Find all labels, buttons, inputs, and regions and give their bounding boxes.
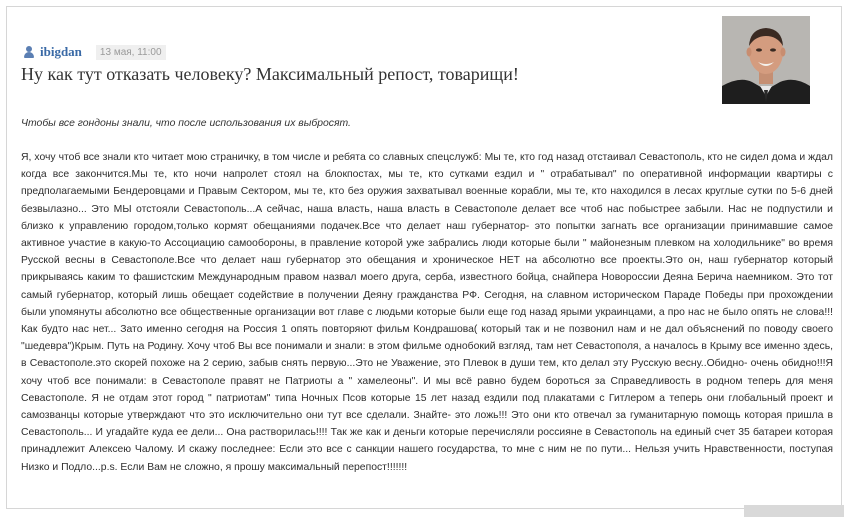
post-header bbox=[22, 44, 166, 60]
author-avatar[interactable] bbox=[722, 16, 810, 104]
bottom-margin bbox=[0, 509, 850, 517]
post-body: Я, хочу чтоб все знали кто читает мою страничку, в том числе и ребята со славных спецслужб: Мы те, кто год назад отстаивал Севастополь, кто не сидел дома и ждал когда все закончится.Мы те, кто ночи напролет стоял на блокпостах, мы те, кто сутками ездил и " отрабатывал" по оперативной информации квартиры с предполагаемыми Бендеровцами и Правым Сектором, мы те, кто без оружия захватывал военные корабли, мы те, кто находился в лесах круглые сутки по 5-6 дней безвылазно... Это МЫ отстояли Севастополь...А сейчас, наша власть, наша власть в Севастополе делает все чтоб нас побыстрее забыли. Нас не подпустили и близко к управлению городом,только кормят обещаниями подачек.Все что делает наш губернатор- это попытки загнать все организации принимавшие самое активное участие в какую-то Ассоциацию самообороны, в правление которой уже забрались люди которые были " майонезным плевком на холодильнике" во время Русской весны в Севастополе.Все что делает наш губернатор это обещания и хроническое НЕТ на абсолютно все проекты.Это он, наш губернатор который прикрываясь каким то фашистским Международным правом назвал моего друга, серба, известного бойца, снайпера Новороссии Деяна Берича наемником. Это тот самый губернатор, который лишь обещает содействие в получении Деяну гражданства РФ. Сегодня, на славном историческом Параде Победы при прохождении были упомянуты абсолютно все общественные организации вот главе с людьми которые были еще год назад ярыми украинцами, а про нас не было опять не слова!!! Как будто нас нет... Зато именно сегодня на Россия 1 опять повторяют фильм Кондрашова( который так и не позвонил нам и не дал объяснений по поводу своего "шедевра")Крым. Путь на Родину. Хочу чтоб Вы все понимали и знали: в этом фильме однобокий взгляд, там нет Севастополя, а началось в Крыму все именно здесь, в Севастополе.это скорей похоже на 2 серию, забыв снять первую...Это не Уважение, это Плевок в души тем, кто делал эту Русскую весну..Обидно- очень обидно!!!Я хочу чтоб все понимали: в Севастополе правят не Патриоты а " хамелеоны". И мы всё равно будем бороться за Справедливость в родном теперь для меня Севастополе. Я не отдам этот город " патриотам" типа Ночных Псов которые 15 лет назад ездили под плакатами с Гитлером а теперь они глобальный проект и самозванцы которые утверждают что это исключительно они тут все сделали. Знайте- это ложь!!! Это они кто отвечал за гуманитарную помощь которая пришла в Севастополь... И угадайте куда ее дели... Она растворилась!!!! Так же как и деньги которые перечисляли россияне в Севастополь на единый счет 35 батареи которая принадлежит Алексею Чалому. И скажу последнее: Если это все с санкции нашего государства, то мне с ним не по пути... Нельзя учить Нравственности, поступая Низко и Подло...p.s. Если Вам не сложно, я прошу максимальный перепост!!!!!!! bbox=[21, 152, 833, 473]
avatar-image bbox=[722, 16, 810, 104]
post-subtitle: Чтобы все гондоны знали, что после использования их выбросят. bbox=[21, 118, 351, 129]
post-title: Ну как тут отказать человеку? Максимальный репост, товарищи! bbox=[21, 64, 519, 84]
user-icon[interactable] bbox=[22, 45, 36, 59]
author-link[interactable]: ibigdan bbox=[40, 44, 82, 59]
scroll-strip bbox=[744, 505, 844, 517]
post-timestamp: 13 мая, 11:00 bbox=[96, 45, 166, 60]
